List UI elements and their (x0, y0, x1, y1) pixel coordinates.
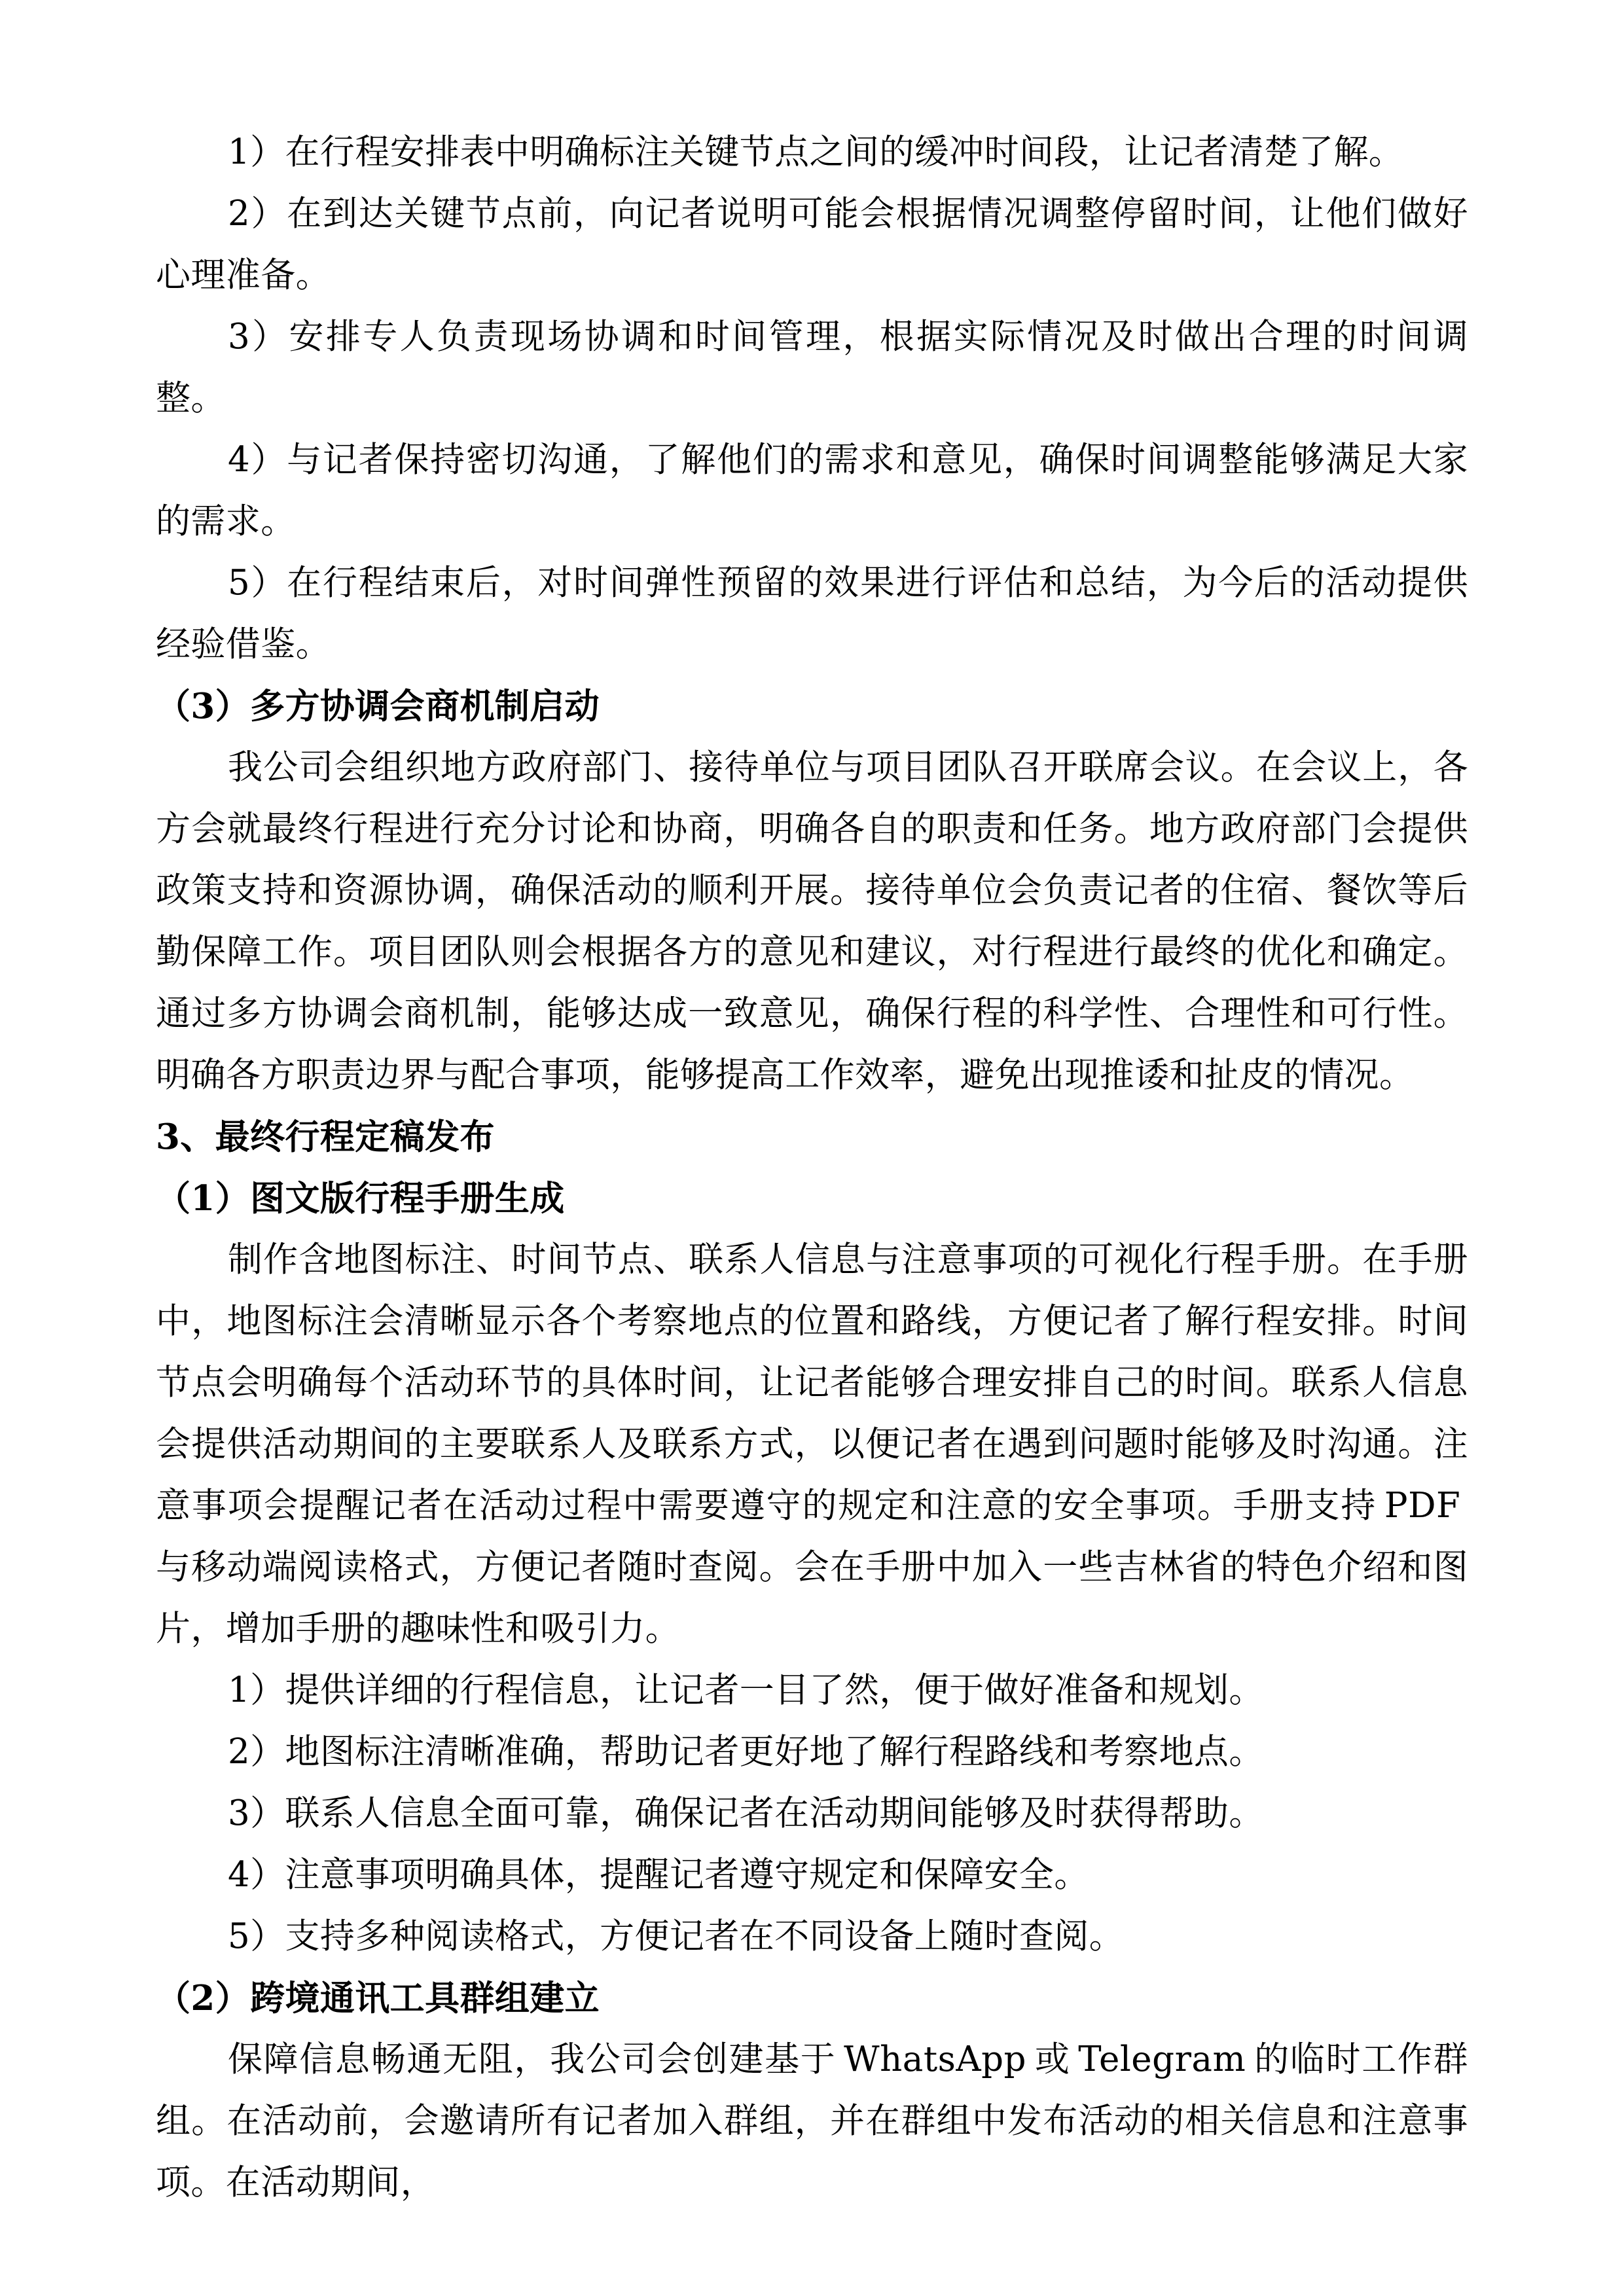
list-item: 1）在行程安排表中明确标注关键节点之间的缓冲时间段，让记者清楚了解。 (228, 132, 1404, 172)
list-item: 3）联系人信息全面可靠，确保记者在活动期间能够及时获得帮助。 (228, 1793, 1264, 1833)
paragraph-run-cjk: 或 (1034, 2039, 1071, 2079)
section-heading-cross-border-im: （2）跨境通讯工具群组建立 (156, 1978, 600, 2018)
paragraph-multi-coordination: 我公司会组织地方政府部门、接待单位与项目团队召开联席会议。在会议上，各方会就最终行程进行充分讨论和协商，明确各自的职责和任务。地方政府部门会提供政策支持和资源协调，确保活动的顺利开展。接待单位会负责记者的住宿、餐饮等后勤保障工作。项目团队则会根据各方的意见和建议，对行程进行最终的优化和确定。通过多方协调会商机制，能够达成一致意见，确保行程的科学性、合理性和可行性。明确各方职责边界与配合事项，能够提高工作效率，避免出现推诿和扯皮的情况。 (156, 747, 1468, 1095)
section-heading-multi-coordination: （3）多方协调会商机制启动 (156, 686, 600, 726)
list-item: 5）在行程结束后，对时间弹性预留的效果进行评估和总结，为今后的活动提供经验借鉴。 (156, 563, 1468, 664)
paragraph-run-latin-telegram: Telegram (1078, 2039, 1246, 2079)
list-item: 4）注意事项明确具体，提醒记者遵守规定和保障安全。 (228, 1855, 1089, 1895)
paragraph-cross-border-im (156, 2029, 1468, 2214)
section-heading-handbook: （1）图文版行程手册生成 (156, 1178, 565, 1219)
document-body (156, 122, 1468, 2214)
section-heading-final-itinerary: 3、最终行程定稿发布 (156, 1117, 495, 1157)
list-item: 1）提供详细的行程信息，让记者一目了然，便于做好准备和规划。 (228, 1670, 1264, 1710)
paragraph-run-cjk: 保障信息畅通无阻，我公司会创建基于 (228, 2039, 837, 2079)
paragraph-run-cjk: 制作含地图标注、时间节点、联系人信息与注意事项的可视化行程手册。在手册中，地图标注会清晰显示各个考察地点的位置和路线，方便记者了解行程安排。时间节点会明确每个活动环节的具体时间，让记者能够合理安排自己的时间。联系人信息会提供活动期间的主要联系人及联系方式，以便记者在遇到问题时能够及时沟通。注意事项会提醒记者在活动过程中需要遵守的规定和注意的安全事项。手册支持 (156, 1240, 1468, 1526)
list-item: 4）与记者保持密切沟通，了解他们的需求和意见，确保时间调整能够满足大家的需求。 (156, 440, 1468, 541)
paragraph-run-cjk: 的临时工作群组。在活动前，会邀请所有记者加入群组，并在群组中发布活动的相关信息和注意事项。在活动期间， (156, 2039, 1468, 2202)
list-item: 3）安排专人负责现场协调和时间管理，根据实际情况及时做出合理的时间调整。 (156, 317, 1468, 418)
paragraph-run-latin-whatsapp: WhatsApp (844, 2039, 1026, 2079)
paragraph-run-cjk: 与移动端阅读格式，方便记者随时查阅。会在手册中加入一些吉林省的特色介绍和图片，增加手册的趣味性和吸引力。 (156, 1547, 1468, 1649)
paragraph-handbook (156, 1229, 1468, 1660)
list-item: 2）地图标注清晰准确，帮助记者更好地了解行程路线和考察地点。 (228, 1732, 1264, 1772)
paragraph-run-latin-pdf: PDF (1384, 1486, 1461, 1526)
list-item: 5）支持多种阅读格式，方便记者在不同设备上随时查阅。 (228, 1916, 1125, 1956)
list-item: 2）在到达关键节点前，向记者说明可能会根据情况调整停留时间，让他们做好心理准备。 (156, 194, 1468, 295)
